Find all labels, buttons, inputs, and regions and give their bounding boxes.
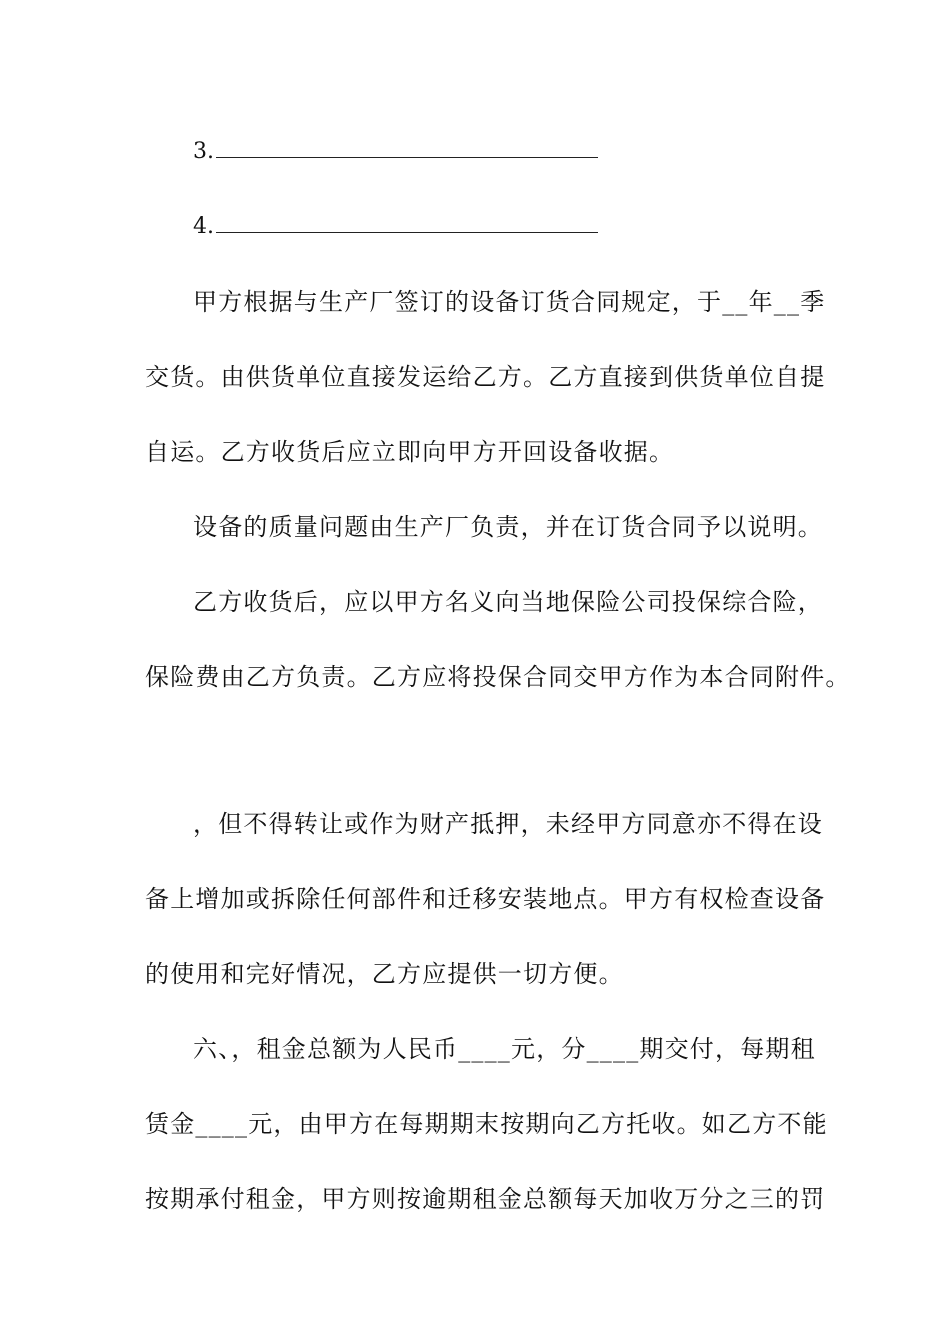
paragraph-line: 乙方收货后，应以甲方名义向当地保险公司投保综合险， — [193, 588, 823, 616]
paragraph-line: 的使用和完好情况，乙方应提供一切方便。 — [145, 960, 624, 988]
list-number: 3. — [193, 139, 214, 164]
paragraph-line: 按期承付租金，甲方则按逾期租金总额每天加收万分之三的罚 — [145, 1185, 826, 1213]
blank-underline — [216, 137, 598, 158]
paragraph-line: 设备的质量问题由生产厂负责，并在订货合同予以说明。 — [193, 513, 823, 541]
paragraph-line: 保险费由乙方负责。乙方应将投保合同交甲方作为本合同附件。 — [145, 663, 851, 691]
paragraph-line: 自运。乙方收货后应立即向甲方开回设备收据。 — [145, 438, 675, 466]
list-item-3 — [193, 136, 598, 168]
paragraph-line: ，但不得转让或作为财产抵押，未经甲方同意亦不得在设 — [193, 810, 823, 838]
paragraph-line: 赁金____元，由甲方在每期期末按期向乙方托收。如乙方不能 — [145, 1110, 828, 1138]
paragraph-line: 甲方根据与生产厂签订的设备订货合同规定，于__年__季 — [193, 288, 826, 316]
list-number: 4. — [193, 214, 214, 239]
list-item-4 — [193, 211, 598, 243]
paragraph-line: 备上增加或拆除任何部件和迁移安装地点。甲方有权检查设备 — [145, 885, 826, 913]
blank-underline — [216, 212, 598, 233]
paragraph-line: 六、，租金总额为人民币____元，分____期交付，每期租 — [193, 1035, 816, 1063]
paragraph-line: 交货。由供货单位直接发运给乙方。乙方直接到供货单位自提 — [145, 363, 826, 391]
